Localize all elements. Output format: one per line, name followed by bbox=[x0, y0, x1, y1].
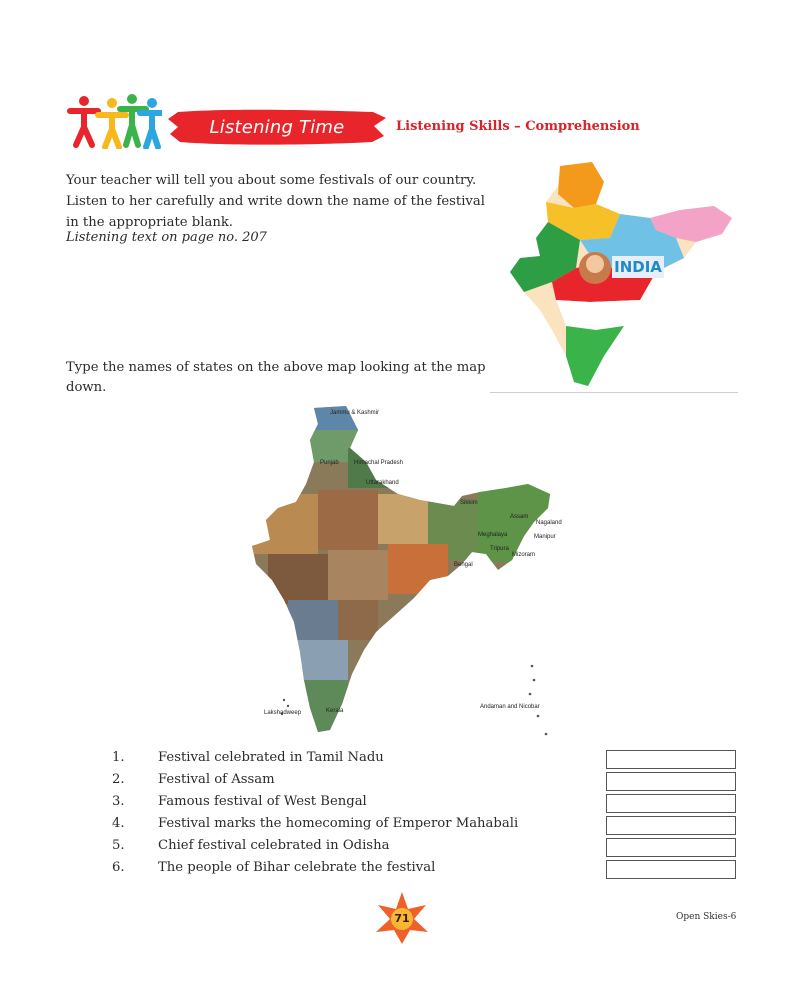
answer-box-1[interactable] bbox=[606, 750, 736, 769]
people-group-icon bbox=[66, 93, 162, 149]
question-text: Festival celebrated in Tamil Nadu bbox=[158, 750, 384, 765]
answer-box-5[interactable] bbox=[606, 838, 736, 857]
answer-box-2[interactable] bbox=[606, 772, 736, 791]
divider-line bbox=[490, 392, 738, 393]
page-number: 71 bbox=[394, 911, 410, 925]
question-number: 3. bbox=[112, 794, 125, 809]
listening-reference: Listening text on page no. 207 bbox=[66, 230, 267, 245]
label-mizoram: Mizoram bbox=[512, 552, 536, 558]
instruction-text: Type the names of states on the above map looking at the map down. bbox=[66, 360, 486, 395]
question-number: 5. bbox=[112, 838, 125, 853]
section-subtitle: Listening Skills – Comprehension bbox=[396, 119, 640, 134]
label-jammu: Jammu & Kashmir bbox=[330, 410, 380, 416]
question-number: 1. bbox=[112, 750, 125, 765]
india-festival-map-image bbox=[500, 160, 740, 392]
banner-title: Listening Time bbox=[209, 116, 345, 138]
label-bengal: Bengal bbox=[454, 562, 473, 568]
label-nagaland: Nagaland bbox=[536, 520, 562, 526]
label-sikkim: Sikkim bbox=[460, 500, 478, 506]
answer-box-3[interactable] bbox=[606, 794, 736, 813]
question-text: Chief festival celebrated in Odisha bbox=[158, 838, 390, 853]
question-number: 4. bbox=[112, 816, 125, 831]
question-number: 6. bbox=[112, 860, 125, 875]
label-kerala: Kerala bbox=[326, 708, 344, 714]
book-title: Open Skies-6 bbox=[676, 912, 737, 922]
label-punjab: Punjab bbox=[320, 460, 339, 466]
question-text: The people of Bihar celebrate the festival bbox=[158, 860, 436, 875]
label-assam: Assam bbox=[510, 514, 529, 520]
label-uttarakhand: Uttarakhand bbox=[366, 480, 399, 486]
label-meghalaya: Meghalaya bbox=[478, 532, 508, 538]
intro-text: Your teacher will tell you about some festivals of our country. Listen to her carefully and write down the name of the festival in the appropriate blank. bbox=[66, 173, 485, 230]
question-text: Festival marks the homecoming of Emperor Mahabali bbox=[158, 816, 519, 831]
answer-box-6[interactable] bbox=[606, 860, 736, 879]
india-states-map bbox=[248, 404, 568, 744]
question-text: Festival of Assam bbox=[158, 772, 275, 787]
label-manipur: Manipur bbox=[534, 534, 556, 540]
answer-box-4[interactable] bbox=[606, 816, 736, 835]
question-text: Famous festival of West Bengal bbox=[158, 794, 367, 809]
label-lakshadweep: Lakshadweep bbox=[264, 710, 302, 716]
label-andaman: Andaman and Nicobar bbox=[480, 704, 540, 710]
label-tripura: Tripura bbox=[490, 546, 509, 552]
india-map-label: INDIA bbox=[614, 258, 662, 276]
india-states-map-image bbox=[248, 404, 568, 744]
question-number: 2. bbox=[112, 772, 125, 787]
label-himachal: Himachal Pradesh bbox=[354, 460, 404, 466]
